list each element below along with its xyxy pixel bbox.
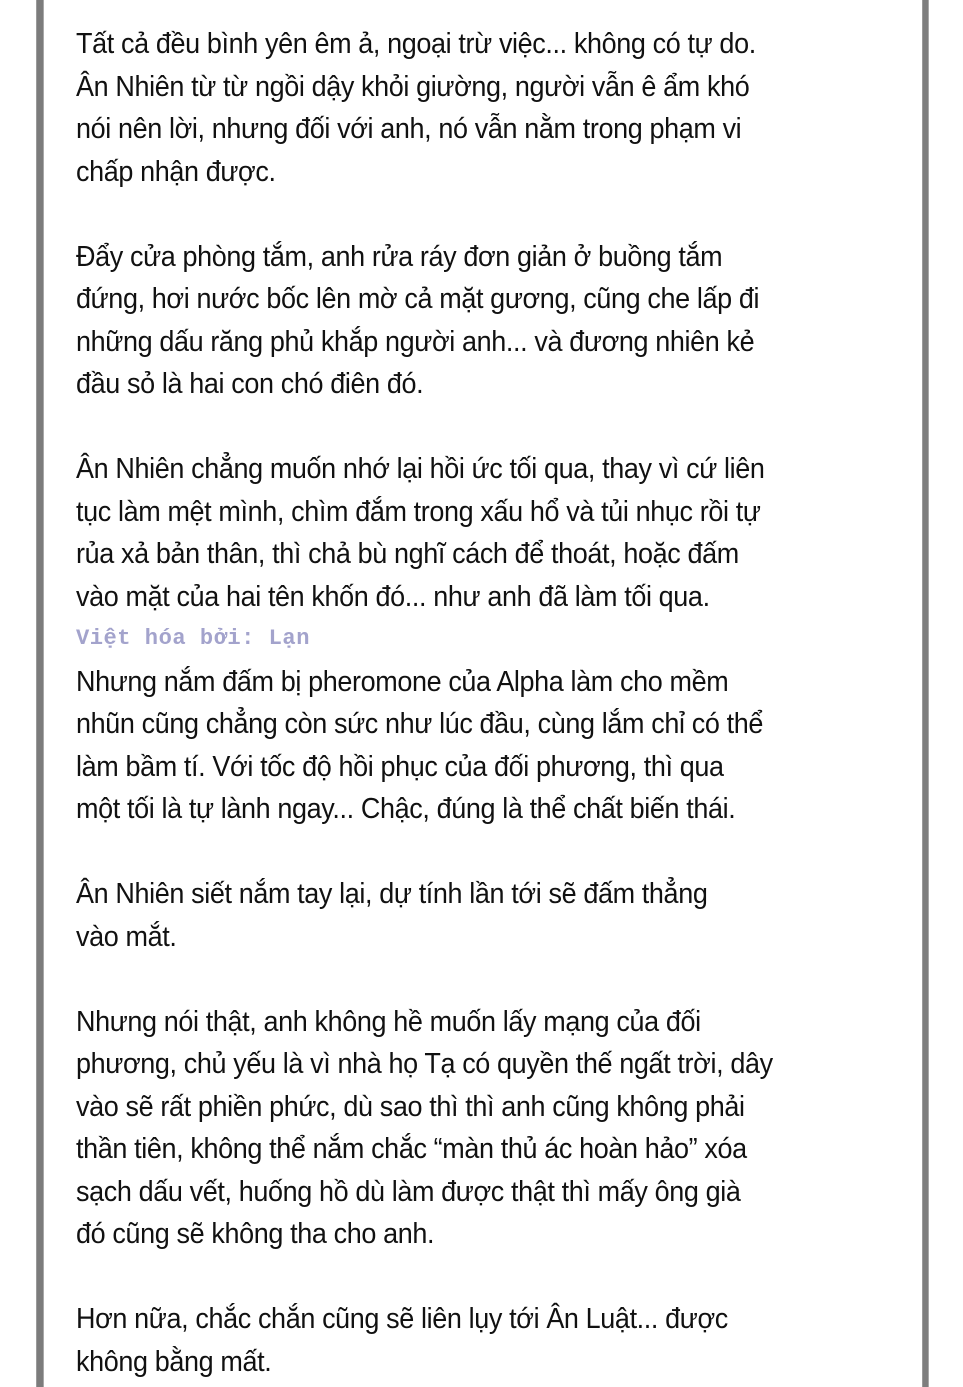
text-line: chấp nhận được. <box>76 155 276 188</box>
paragraph-gap <box>76 958 848 1001</box>
text-line: nói nên lời, nhưng đối với anh, nó vẫn nằm trong phạm vi <box>76 113 742 145</box>
text-line: không bằng mất. <box>76 1345 272 1378</box>
text-line: nhũn cũng chẳng còn sức như lúc đầu, cùng lắm chỉ có thể <box>76 708 763 740</box>
text-line: vào sẽ rất phiền phức, dù sao thì thì anh cũng không phải <box>76 1090 745 1123</box>
document-body <box>76 23 848 1383</box>
paragraph <box>76 661 848 831</box>
paragraph-gap <box>76 831 848 874</box>
text-line: đứng, hơi nước bốc lên mờ cả mặt gương, cũng che lấp đi <box>76 283 760 315</box>
text-line: đầu sỏ là hai con chó điên đó. <box>76 368 424 400</box>
text-line: phương, chủ yếu là vì nhà họ Tạ có quyền thế ngất trời, dây <box>76 1048 773 1080</box>
text-line: Nhưng nắm đấm bị pheromone của Alpha làm cho mềm <box>76 665 729 698</box>
page-border-left <box>36 0 44 1387</box>
paragraph-gap <box>76 406 848 449</box>
text-line: Tất cả đều bình yên êm ả, ngoại trừ việc... không có tự do. <box>76 28 756 60</box>
text-line: Ân Nhiên chẳng muốn nhớ lại hồi ức tối qua, thay vì cứ liên <box>76 453 765 485</box>
paragraph-gap <box>76 1256 848 1299</box>
paragraph <box>76 1001 848 1256</box>
text-line: tục làm mệt mình, chìm đắm trong xấu hổ và tủi nhục rồi tự <box>76 495 761 528</box>
paragraph <box>76 1298 848 1383</box>
text-line: Ân Nhiên từ từ ngồi dậy khỏi giường, người vẫn ê ẩm khó <box>76 70 750 103</box>
paragraph <box>76 448 848 618</box>
text-line: thần tiên, không thể nắm chắc “màn thủ ác hoàn hảo” xóa <box>76 1133 747 1165</box>
paragraph <box>76 236 848 406</box>
text-line: vào mắt. <box>76 920 177 953</box>
text-line: một tối là tự lành ngay... Chậc, đúng là thể chất biến thái. <box>76 793 736 825</box>
translator-credit: Việt hóa bởi: Lạn <box>76 626 310 651</box>
text-line: đó cũng sẽ không tha cho anh. <box>76 1218 435 1250</box>
text-line: Đẩy cửa phòng tắm, anh rửa ráy đơn giản ở buồng tắm <box>76 240 723 273</box>
text-line: sạch dấu vết, huống hồ dù làm được thật thì mấy ông già <box>76 1175 741 1208</box>
paragraph-gap <box>76 193 848 236</box>
paragraph <box>76 23 848 193</box>
text-line: làm bầm tí. Với tốc độ hồi phục của đối phương, thì qua <box>76 750 724 783</box>
page-border-right <box>922 0 929 1387</box>
text-line: vào mặt của hai tên khốn đó... như anh đã làm tối qua. <box>76 580 710 613</box>
text-line: rủa xả bản thân, thì chả bù nghĩ cách để thoát, hoặc đấm <box>76 538 739 570</box>
text-line: Nhưng nói thật, anh không hề muốn lấy mạng của đối <box>76 1005 701 1038</box>
text-line: những dấu răng phủ khắp người anh... và đương nhiên kẻ <box>76 325 755 358</box>
paragraph <box>76 873 848 958</box>
text-line: Ân Nhiên siết nắm tay lại, dự tính lần tới sẽ đấm thẳng <box>76 878 708 910</box>
text-line: Hơn nữa, chắc chắn cũng sẽ liên lụy tới Ân Luật... được <box>76 1303 728 1335</box>
